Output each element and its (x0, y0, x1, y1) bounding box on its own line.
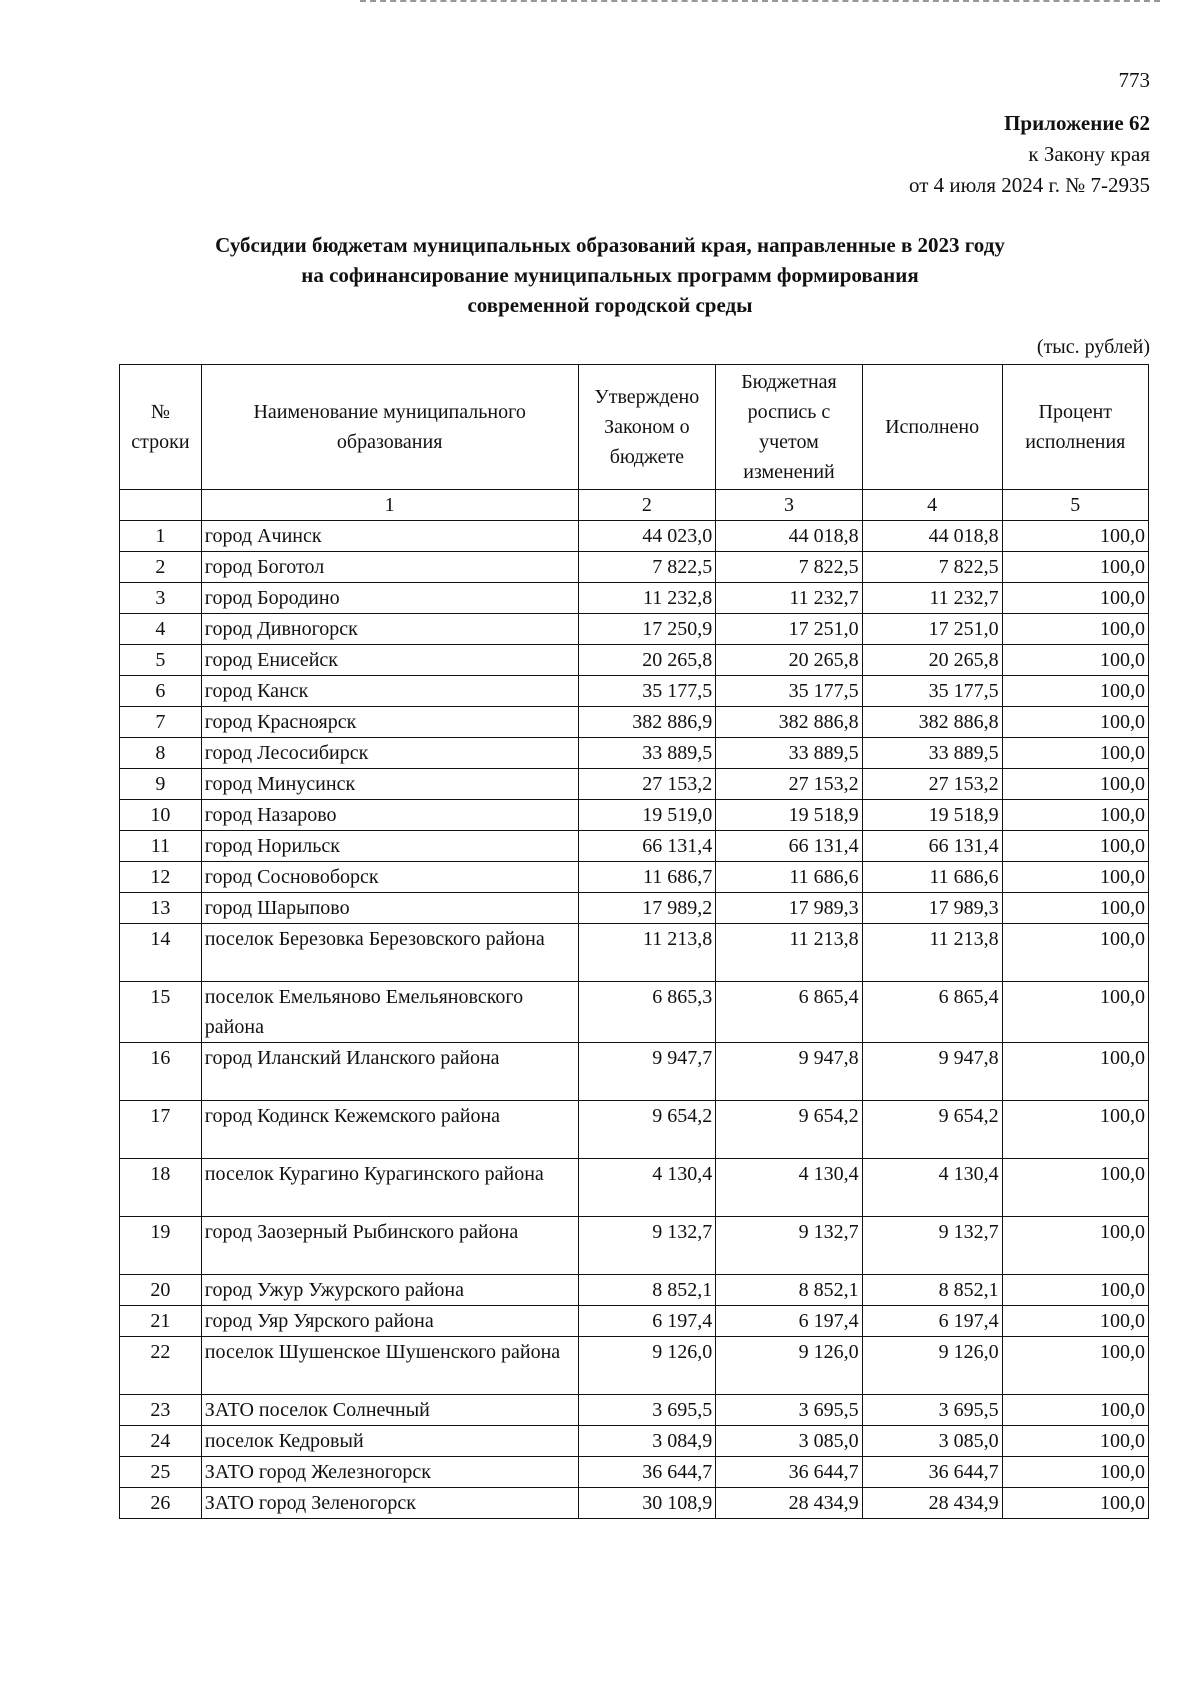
row-number-cell: 16 (120, 1043, 202, 1101)
row-number-cell: 23 (120, 1395, 202, 1426)
executed-amount-cell: 44 018,8 (862, 521, 1002, 552)
municipality-name-cell: город Боготол (201, 552, 578, 583)
municipality-name-cell: город Дивногорск (201, 614, 578, 645)
percent-cell: 100,0 (1002, 707, 1148, 738)
executed-amount-cell: 7 822,5 (862, 552, 1002, 583)
percent-cell: 100,0 (1002, 583, 1148, 614)
row-number-cell: 14 (120, 924, 202, 982)
row-number-cell: 13 (120, 893, 202, 924)
municipality-name-cell: поселок Березовка Березовского района (201, 924, 578, 982)
row-number-cell: 26 (120, 1488, 202, 1519)
table-row (120, 862, 1149, 893)
percent-cell: 100,0 (1002, 769, 1148, 800)
column-number-row (120, 490, 1149, 521)
municipality-name-cell: ЗАТО город Зеленогорск (201, 1488, 578, 1519)
table-row (120, 893, 1149, 924)
executed-amount-cell: 3 085,0 (862, 1426, 1002, 1457)
row-number-cell: 18 (120, 1159, 202, 1217)
row-number-cell: 10 (120, 800, 202, 831)
row-number-cell: 19 (120, 1217, 202, 1275)
budget-schedule-cell: 3 695,5 (716, 1395, 862, 1426)
approved-amount-cell: 44 023,0 (578, 521, 716, 552)
approved-amount-cell: 66 131,4 (578, 831, 716, 862)
header-budget-schedule: Бюджетная роспись с учетом изменений (716, 365, 862, 490)
row-number-cell: 20 (120, 1275, 202, 1306)
approved-amount-cell: 36 644,7 (578, 1457, 716, 1488)
appendix-reference (909, 108, 1150, 201)
row-number-cell: 5 (120, 645, 202, 676)
budget-schedule-cell: 11 686,6 (716, 862, 862, 893)
municipality-name-cell: город Бородино (201, 583, 578, 614)
executed-amount-cell: 8 852,1 (862, 1275, 1002, 1306)
executed-amount-cell: 11 232,7 (862, 583, 1002, 614)
municipality-name-cell: город Заозерный Рыбинского района (201, 1217, 578, 1275)
appendix-law: к Закону края (1028, 142, 1150, 166)
executed-amount-cell: 9 947,8 (862, 1043, 1002, 1101)
percent-cell: 100,0 (1002, 614, 1148, 645)
table-row (120, 614, 1149, 645)
table-row (120, 1457, 1149, 1488)
units-label: (тыс. рублей) (1036, 336, 1150, 358)
subsidies-table (119, 364, 1149, 1519)
approved-amount-cell: 6 197,4 (578, 1306, 716, 1337)
document-title-line-2: на софинансирование муниципальных программ формирования (301, 263, 919, 287)
executed-amount-cell: 9 132,7 (862, 1217, 1002, 1275)
executed-amount-cell: 19 518,9 (862, 800, 1002, 831)
budget-schedule-cell: 19 518,9 (716, 800, 862, 831)
approved-amount-cell: 7 822,5 (578, 552, 716, 583)
municipality-name-cell: город Канск (201, 676, 578, 707)
budget-schedule-cell: 33 889,5 (716, 738, 862, 769)
document-title (110, 230, 1110, 320)
row-number-cell: 1 (120, 521, 202, 552)
municipality-name-cell: ЗАТО город Железногорск (201, 1457, 578, 1488)
table-row (120, 1217, 1149, 1275)
executed-amount-cell: 382 886,8 (862, 707, 1002, 738)
approved-amount-cell: 11 213,8 (578, 924, 716, 982)
row-number-cell: 25 (120, 1457, 202, 1488)
row-number-cell: 2 (120, 552, 202, 583)
scan-artifact-marks (360, 0, 1160, 8)
municipality-name-cell: город Кодинск Кежемского района (201, 1101, 578, 1159)
executed-amount-cell: 9 126,0 (862, 1337, 1002, 1395)
header-row-number: № строки (120, 365, 202, 490)
budget-schedule-cell: 9 126,0 (716, 1337, 862, 1395)
table-row (120, 1101, 1149, 1159)
municipality-name-cell: поселок Кедровый (201, 1426, 578, 1457)
approved-amount-cell: 9 132,7 (578, 1217, 716, 1275)
table-row (120, 583, 1149, 614)
budget-schedule-cell: 17 989,3 (716, 893, 862, 924)
row-number-cell: 15 (120, 982, 202, 1043)
column-number (120, 490, 202, 521)
table-header-row (120, 365, 1149, 490)
executed-amount-cell: 6 865,4 (862, 982, 1002, 1043)
approved-amount-cell: 35 177,5 (578, 676, 716, 707)
percent-cell: 100,0 (1002, 1488, 1148, 1519)
percent-cell: 100,0 (1002, 1306, 1148, 1337)
table-row (120, 1159, 1149, 1217)
table-row (120, 676, 1149, 707)
budget-schedule-cell: 9 947,8 (716, 1043, 862, 1101)
budget-schedule-cell: 17 251,0 (716, 614, 862, 645)
budget-schedule-cell: 4 130,4 (716, 1159, 862, 1217)
percent-cell: 100,0 (1002, 1395, 1148, 1426)
row-number-cell: 11 (120, 831, 202, 862)
appendix-title: Приложение 62 (1004, 111, 1150, 135)
percent-cell: 100,0 (1002, 1101, 1148, 1159)
row-number-cell: 22 (120, 1337, 202, 1395)
row-number-cell: 21 (120, 1306, 202, 1337)
municipality-name-cell: поселок Курагино Курагинского района (201, 1159, 578, 1217)
budget-schedule-cell: 3 085,0 (716, 1426, 862, 1457)
budget-schedule-cell: 7 822,5 (716, 552, 862, 583)
approved-amount-cell: 20 265,8 (578, 645, 716, 676)
page-number: 773 (1118, 68, 1150, 92)
municipality-name-cell: город Шарыпово (201, 893, 578, 924)
executed-amount-cell: 3 695,5 (862, 1395, 1002, 1426)
table-row (120, 831, 1149, 862)
table-body (120, 521, 1149, 1519)
table-row (120, 645, 1149, 676)
executed-amount-cell: 27 153,2 (862, 769, 1002, 800)
percent-cell: 100,0 (1002, 924, 1148, 982)
table-row (120, 1275, 1149, 1306)
column-number: 4 (862, 490, 1002, 521)
executed-amount-cell: 66 131,4 (862, 831, 1002, 862)
percent-cell: 100,0 (1002, 893, 1148, 924)
row-number-cell: 7 (120, 707, 202, 738)
approved-amount-cell: 11 686,7 (578, 862, 716, 893)
executed-amount-cell: 17 251,0 (862, 614, 1002, 645)
approved-amount-cell: 8 852,1 (578, 1275, 716, 1306)
budget-schedule-cell: 35 177,5 (716, 676, 862, 707)
table-row (120, 1426, 1149, 1457)
approved-amount-cell: 33 889,5 (578, 738, 716, 769)
municipality-name-cell: город Ужур Ужурского района (201, 1275, 578, 1306)
header-executed: Исполнено (862, 365, 1002, 490)
executed-amount-cell: 36 644,7 (862, 1457, 1002, 1488)
municipality-name-cell: город Иланский Иланского района (201, 1043, 578, 1101)
approved-amount-cell: 3 695,5 (578, 1395, 716, 1426)
executed-amount-cell: 9 654,2 (862, 1101, 1002, 1159)
budget-schedule-cell: 6 865,4 (716, 982, 862, 1043)
municipality-name-cell: поселок Емельяново Емельяновского района (201, 982, 578, 1043)
column-number: 1 (201, 490, 578, 521)
column-number: 3 (716, 490, 862, 521)
approved-amount-cell: 382 886,9 (578, 707, 716, 738)
table-row (120, 1043, 1149, 1101)
municipality-name-cell: поселок Шушенское Шушенского района (201, 1337, 578, 1395)
approved-amount-cell: 4 130,4 (578, 1159, 716, 1217)
executed-amount-cell: 11 213,8 (862, 924, 1002, 982)
document-title-line-3: современной городской среды (467, 293, 753, 317)
table-row (120, 1306, 1149, 1337)
percent-cell: 100,0 (1002, 1043, 1148, 1101)
row-number-cell: 17 (120, 1101, 202, 1159)
budget-schedule-cell: 36 644,7 (716, 1457, 862, 1488)
appendix-date: от 4 июля 2024 г. № 7-2935 (909, 173, 1150, 197)
budget-schedule-cell: 8 852,1 (716, 1275, 862, 1306)
budget-schedule-cell: 20 265,8 (716, 645, 862, 676)
approved-amount-cell: 9 126,0 (578, 1337, 716, 1395)
municipality-name-cell: ЗАТО поселок Солнечный (201, 1395, 578, 1426)
header-municipality-name: Наименование муниципального образования (201, 365, 578, 490)
row-number-cell: 4 (120, 614, 202, 645)
approved-amount-cell: 19 519,0 (578, 800, 716, 831)
row-number-cell: 3 (120, 583, 202, 614)
row-number-cell: 9 (120, 769, 202, 800)
approved-amount-cell: 11 232,8 (578, 583, 716, 614)
executed-amount-cell: 11 686,6 (862, 862, 1002, 893)
percent-cell: 100,0 (1002, 800, 1148, 831)
executed-amount-cell: 4 130,4 (862, 1159, 1002, 1217)
approved-amount-cell: 9 947,7 (578, 1043, 716, 1101)
budget-schedule-cell: 6 197,4 (716, 1306, 862, 1337)
budget-schedule-cell: 382 886,8 (716, 707, 862, 738)
executed-amount-cell: 6 197,4 (862, 1306, 1002, 1337)
percent-cell: 100,0 (1002, 1275, 1148, 1306)
municipality-name-cell: город Назарово (201, 800, 578, 831)
budget-schedule-cell: 28 434,9 (716, 1488, 862, 1519)
table-row (120, 1395, 1149, 1426)
municipality-name-cell: город Уяр Уярского района (201, 1306, 578, 1337)
executed-amount-cell: 20 265,8 (862, 645, 1002, 676)
column-number: 5 (1002, 490, 1148, 521)
percent-cell: 100,0 (1002, 738, 1148, 769)
budget-schedule-cell: 11 213,8 (716, 924, 862, 982)
executed-amount-cell: 35 177,5 (862, 676, 1002, 707)
approved-amount-cell: 17 989,2 (578, 893, 716, 924)
budget-schedule-cell: 9 654,2 (716, 1101, 862, 1159)
percent-cell: 100,0 (1002, 1217, 1148, 1275)
table-row (120, 800, 1149, 831)
budget-schedule-cell: 27 153,2 (716, 769, 862, 800)
row-number-cell: 6 (120, 676, 202, 707)
municipality-name-cell: город Красноярск (201, 707, 578, 738)
percent-cell: 100,0 (1002, 1426, 1148, 1457)
percent-cell: 100,0 (1002, 676, 1148, 707)
municipality-name-cell: город Сосновоборск (201, 862, 578, 893)
percent-cell: 100,0 (1002, 1457, 1148, 1488)
row-number-cell: 8 (120, 738, 202, 769)
header-percent: Процент исполнения (1002, 365, 1148, 490)
table-row (120, 521, 1149, 552)
table-row (120, 982, 1149, 1043)
municipality-name-cell: город Лесосибирск (201, 738, 578, 769)
percent-cell: 100,0 (1002, 1159, 1148, 1217)
approved-amount-cell: 9 654,2 (578, 1101, 716, 1159)
municipality-name-cell: город Енисейск (201, 645, 578, 676)
municipality-name-cell: город Ачинск (201, 521, 578, 552)
executed-amount-cell: 17 989,3 (862, 893, 1002, 924)
header-approved: Утверждено Законом о бюджете (578, 365, 716, 490)
budget-schedule-cell: 44 018,8 (716, 521, 862, 552)
budget-schedule-cell: 66 131,4 (716, 831, 862, 862)
approved-amount-cell: 30 108,9 (578, 1488, 716, 1519)
table-row (120, 769, 1149, 800)
percent-cell: 100,0 (1002, 552, 1148, 583)
row-number-cell: 12 (120, 862, 202, 893)
table-row (120, 738, 1149, 769)
table-row (120, 924, 1149, 982)
table-row (120, 1337, 1149, 1395)
percent-cell: 100,0 (1002, 645, 1148, 676)
executed-amount-cell: 28 434,9 (862, 1488, 1002, 1519)
approved-amount-cell: 6 865,3 (578, 982, 716, 1043)
municipality-name-cell: город Норильск (201, 831, 578, 862)
approved-amount-cell: 3 084,9 (578, 1426, 716, 1457)
document-title-line-1: Субсидии бюджетам муниципальных образований края, направленные в 2023 году (215, 233, 1005, 257)
percent-cell: 100,0 (1002, 831, 1148, 862)
column-number: 2 (578, 490, 716, 521)
approved-amount-cell: 27 153,2 (578, 769, 716, 800)
municipality-name-cell: город Минусинск (201, 769, 578, 800)
row-number-cell: 24 (120, 1426, 202, 1457)
table-row (120, 1488, 1149, 1519)
budget-schedule-cell: 11 232,7 (716, 583, 862, 614)
percent-cell: 100,0 (1002, 1337, 1148, 1395)
approved-amount-cell: 17 250,9 (578, 614, 716, 645)
percent-cell: 100,0 (1002, 521, 1148, 552)
budget-schedule-cell: 9 132,7 (716, 1217, 862, 1275)
percent-cell: 100,0 (1002, 982, 1148, 1043)
executed-amount-cell: 33 889,5 (862, 738, 1002, 769)
percent-cell: 100,0 (1002, 862, 1148, 893)
table-row (120, 552, 1149, 583)
table-row (120, 707, 1149, 738)
